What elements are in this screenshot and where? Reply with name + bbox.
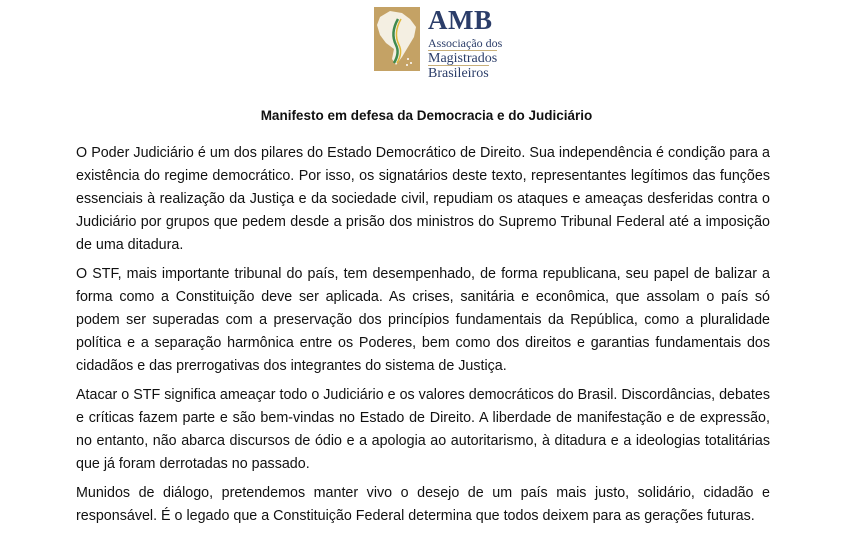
document-body: [76, 142, 770, 534]
logo-line-3: Brasileiros: [428, 66, 489, 81]
logo-acronym: AMB: [428, 5, 493, 35]
paragraph: Atacar o STF significa ameaçar todo o Judiciário e os valores democráticos do Brasil. Discordâncias, debates e críticas fazem parte e são bem-vindas no Estado de Direito. A liberdade de manifestação e de expressão, no entanto, não abarca discursos de ódio e a apologia ao autoritarismo, à ditadura e a ideologias totalitárias que já foram derrotadas no passado.: [76, 387, 770, 472]
paragraph: O STF, mais importante tribunal do país, tem desempenhado, de forma republicana, seu papel de balizar a forma como a Constituição deve ser aplicada. As crises, sanitária e econômica, que assolam o país só podem ser superadas com a preservação dos princípios fundamentais da República, como a pluralidade política e a separação harmônica entre os Poderes, bem como dos direitos e garantias fundamentais dos cidadãos e das prerrogativas dos integrantes do sistema de Justiça.: [76, 266, 770, 374]
logo-line-2: Magistrados: [428, 51, 498, 66]
paragraph: O Poder Judiciário é um dos pilares do Estado Democrático de Direito. Sua independência é condição para a existência do regime democrático. Por isso, os signatários deste texto, representantes legítimos das funções essenciais à realização da Justiça e da sociedade civil, repudiam os ataques e ameaças desferidas contra o Judiciário por grupos que pedem desde a prisão dos ministros do Supremo Tribunal Federal até a imposição de uma ditadura.: [76, 145, 770, 253]
brazil-map-emblem: [374, 7, 420, 71]
logo-line-1: Associação dos: [428, 36, 503, 50]
amb-logo: [374, 5, 504, 81]
paragraph: Munidos de diálogo, pretendemos manter vivo o desejo de um país mais justo, solidário, cidadão e responsável. É o legado que a Constituição Federal determina que todos deixem para as gerações futuras.: [76, 485, 770, 524]
document-title: Manifesto em defesa da Democracia e do Judiciário: [260, 108, 593, 123]
